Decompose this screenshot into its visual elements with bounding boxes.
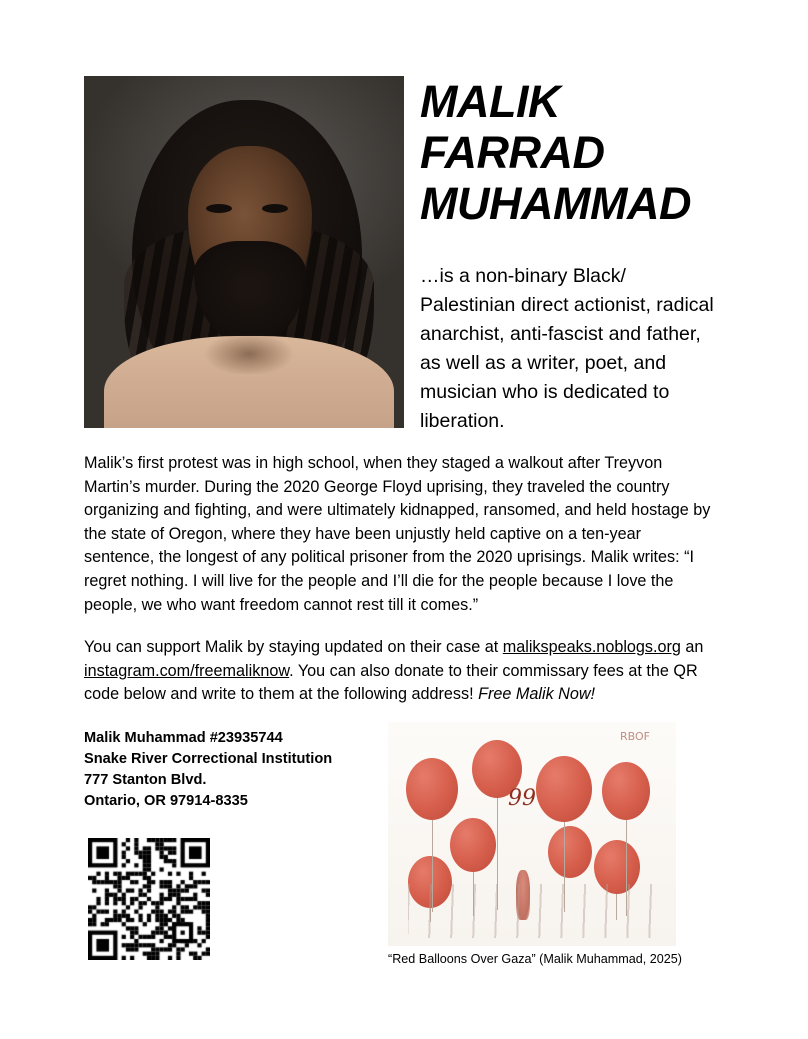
intro-paragraph: …is a non-binary Black/ Palestinian direct actionist, radical anarchist, anti-fascist and father, as well as a writer, poet, and musician who is dedicated to liberation. xyxy=(420,265,714,432)
balloon-6 xyxy=(548,826,592,878)
mailing-address xyxy=(84,728,394,812)
balloon-number: 99 xyxy=(508,786,536,811)
body-section xyxy=(84,452,714,726)
qr-code[interactable] xyxy=(88,838,210,960)
address-line-3: 777 Stanton Blvd. xyxy=(84,772,207,788)
support-closing: Free Malik Now! xyxy=(478,685,596,704)
address-line-1: Malik Muhammad #23935744 xyxy=(84,730,283,746)
artwork-image xyxy=(388,722,676,946)
link-instagram[interactable]: instagram.com/freemaliknow xyxy=(84,661,290,680)
support-mid-1: an xyxy=(680,638,704,657)
qr-code-canvas xyxy=(88,838,210,960)
portrait-photo xyxy=(84,76,404,428)
header-section xyxy=(84,76,724,436)
title-line-1: MALIK xyxy=(420,76,560,127)
title-line-2: FARRAD xyxy=(420,127,605,178)
title-line-3: MUHAMMAD xyxy=(420,178,691,229)
balloon-3 xyxy=(536,756,592,822)
support-lead: You can support Malik by staying updated on their case at xyxy=(84,638,503,657)
link-malikspeaks[interactable]: malikspeaks.noblogs.org xyxy=(502,638,681,657)
support-mid-2: . You can also donate to their commissary fees at the QR code below and write to them at the following address! xyxy=(84,661,698,704)
artwork-caption: “Red Balloons Over Gaza” (Malik Muhammad, 2025) xyxy=(388,952,682,966)
artwork-corner-scribble: RBOF xyxy=(620,730,650,743)
balloon-5 xyxy=(450,818,496,872)
portrait-eye-right xyxy=(262,204,288,213)
portrait-shirt-shadow xyxy=(204,334,294,374)
support-paragraph xyxy=(84,636,714,707)
address-line-4: Ontario, OR 97914-8335 xyxy=(84,793,248,809)
artwork-hands xyxy=(408,884,658,938)
biography-paragraph: Malik’s first protest was in high school, when they staged a walkout after Treyvon Martin’s murder. During the 2020 George Floyd uprising, they traveled the country organizing and fighting, and were ultimately kidnapped, ransomed, and held hostage by the state of Oregon, where they have been unjustly held captive on a ten-year sentence, the longest of any political prisoner from the 2020 uprisings. Malik writes: “I regret nothing. I will live for the people and I’ll die for the people because I love the people, we who want freedom cannot rest till it comes.” xyxy=(84,454,711,614)
address-line-2: Snake River Correctional Institution xyxy=(84,751,333,767)
balloon-1 xyxy=(406,758,458,820)
page-title xyxy=(420,76,720,229)
balloon-4 xyxy=(602,762,650,820)
portrait-eye-left xyxy=(206,204,232,213)
